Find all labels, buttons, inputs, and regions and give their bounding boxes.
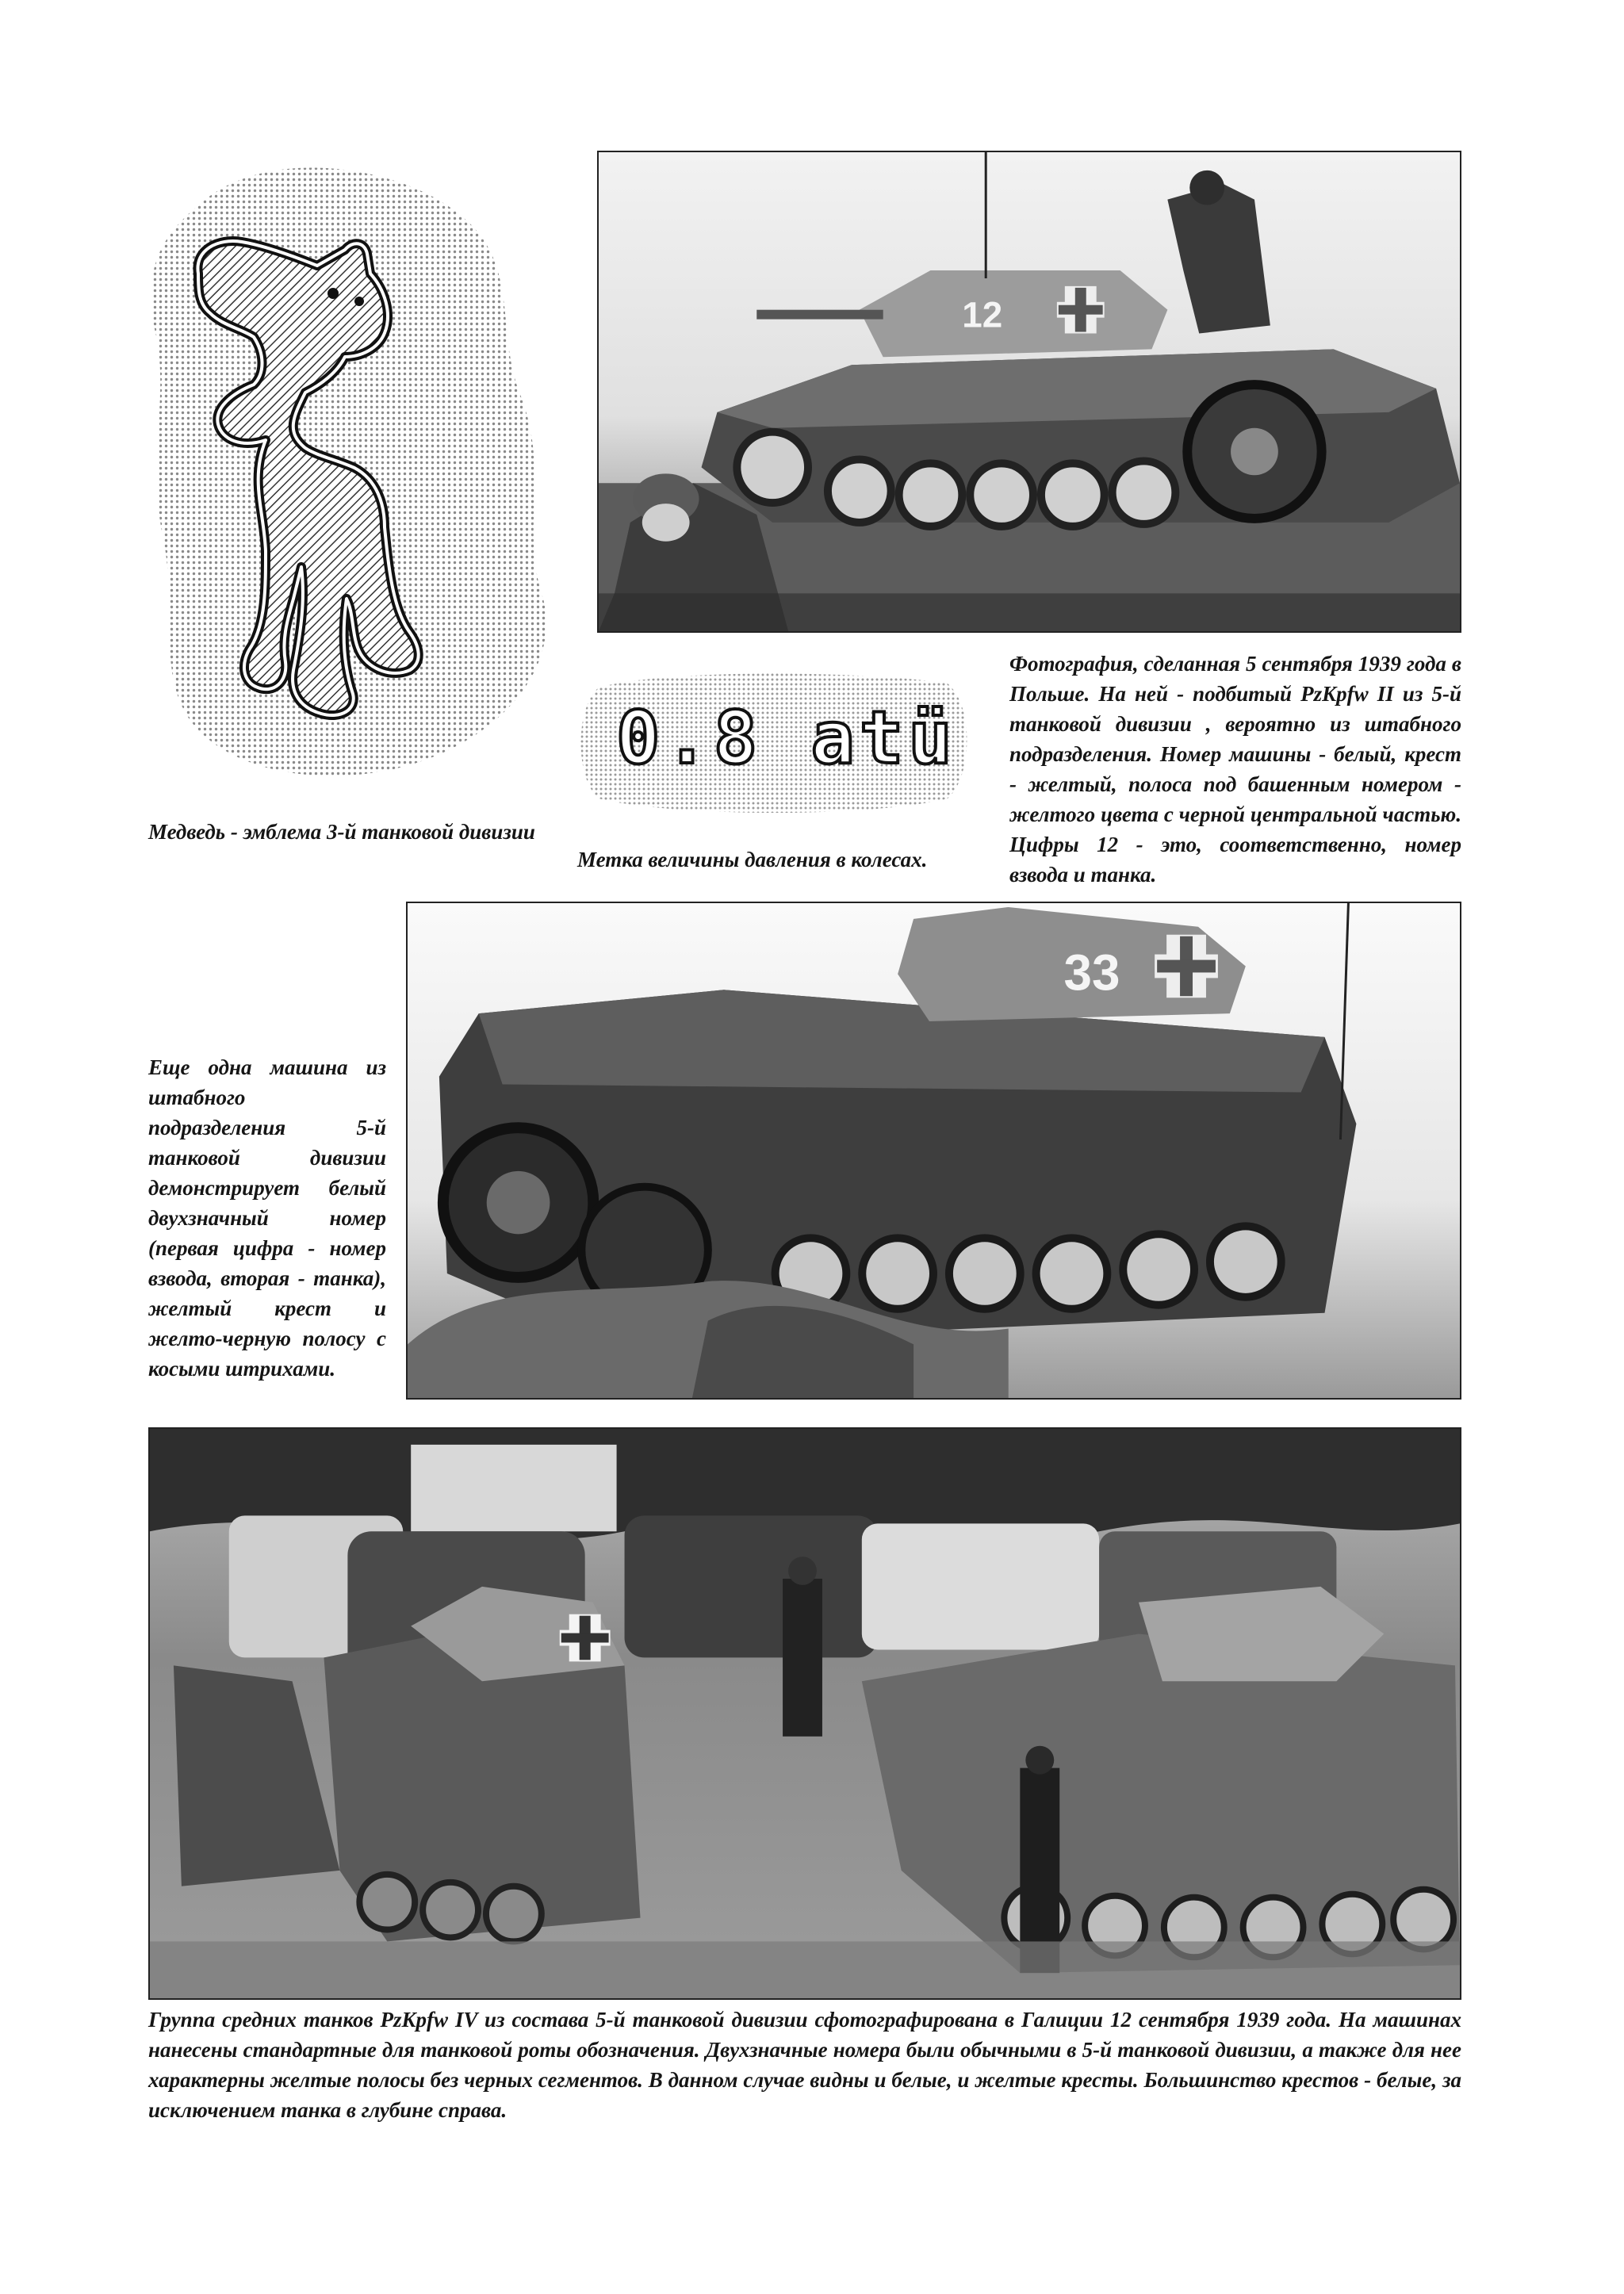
photo-panzer-iv-group: [148, 1427, 1461, 2000]
photo1-caption: Фотография, сделанная 5 сентября 1939 года в Польше. На ней - подбитый PzKpfw II из 5-й танковой дивизии , вероятно из штабного подразделения. Номер машины - белый, крест - желтый, полоса под башенным номером - желтого цвета с черной центральной частью. Цифры 12 - это, соответственно, номер взвода и танка.: [1009, 652, 1461, 887]
pressure-caption: Метка величины давления в колесах.: [577, 848, 928, 871]
turret-number: 12: [962, 294, 1003, 335]
photo-headquarters-tank: [406, 902, 1461, 1400]
photo-panzer-ii: [597, 151, 1461, 633]
bear-caption: Медведь - эмблема 3-й танковой дивизии: [148, 820, 535, 844]
photo3-caption: Группа средних танков PzKpfw IV из состава 5-й танковой дивизии сфотографирована в Галиции 12 сентября 1939 года. На машинах нанесены стандартные для танковой роты обозначения. Двухзначные номера были обычными в 5-й танковой дивизии, а также для нее характерны желтые полосы без черных сегментов. В данном случае видны и белые, и желтые кресты. Большинство крестов - белые, за исключением танка в глубине справа.: [148, 2008, 1461, 2122]
turret-number: 33: [1063, 944, 1120, 1001]
photo2-caption: Еще одна машина из штабного подразделения 5-й танковой дивизии демонстрирует белый двухзначный номер (первая цифра - номер взвода, вторая - танка), желтый крест и желто-черную полосу с косыми штрихами.: [148, 1055, 386, 1381]
pressure-stencil: [575, 668, 971, 814]
stencil-text: 0.8 atü: [616, 695, 957, 780]
bear-emblem: [147, 155, 559, 781]
bear-emblem-icon: [147, 155, 559, 781]
